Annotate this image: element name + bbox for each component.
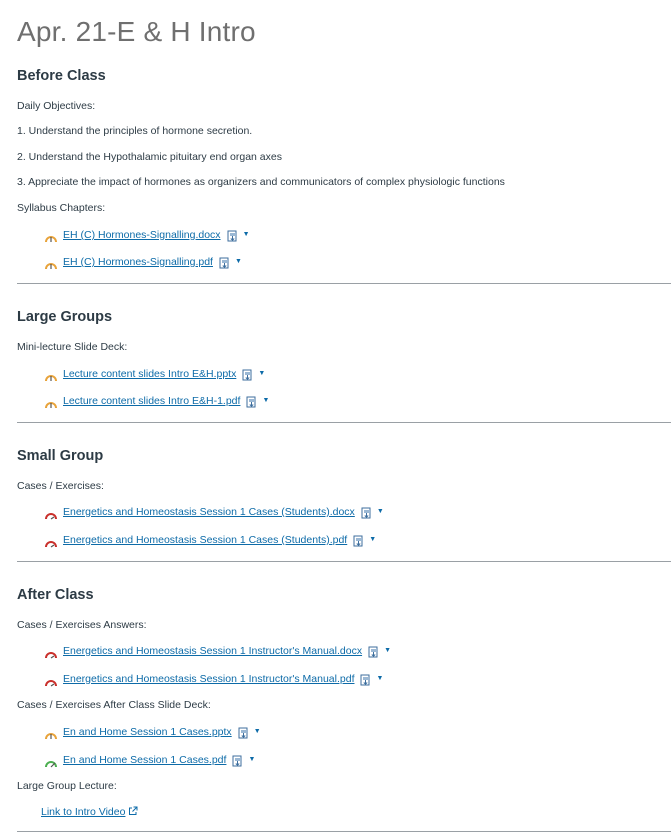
document-download-icon[interactable] — [368, 645, 379, 657]
accessibility-gauge-icon[interactable] — [44, 507, 58, 517]
caret-down-icon[interactable]: ▼ — [376, 508, 384, 515]
slides-label: Cases / Exercises After Class Slide Deck: — [17, 699, 211, 711]
file-link[interactable]: EH (C) Hormones-Signalling.pdf — [63, 256, 213, 268]
section-heading-before-class: Before Class — [17, 68, 106, 84]
file-link[interactable]: Lecture content slides Intro E&H.pptx — [63, 368, 237, 380]
file-link[interactable]: Lecture content slides Intro E&H-1.pdf — [63, 395, 241, 407]
caret-down-icon[interactable]: ▼ — [258, 370, 266, 377]
caret-down-icon[interactable]: ▼ — [369, 536, 377, 543]
caret-down-icon[interactable]: ▼ — [253, 728, 261, 735]
objective-item: 3. Appreciate the impact of hormones as organizers and communicators of complex physiologic functions — [17, 176, 505, 188]
accessibility-gauge-icon[interactable] — [44, 535, 58, 545]
caret-down-icon[interactable]: ▼ — [262, 397, 270, 404]
file-link[interactable]: En and Home Session 1 Cases.pptx — [63, 726, 232, 738]
file-item — [44, 671, 384, 687]
file-item — [44, 532, 377, 548]
file-item — [44, 643, 392, 659]
accessibility-gauge-icon[interactable] — [44, 755, 58, 765]
caret-down-icon[interactable]: ▼ — [242, 231, 250, 238]
document-download-icon[interactable] — [360, 673, 371, 685]
objective-item: 2. Understand the Hypothalamic pituitary end organ axes — [17, 151, 282, 163]
section-divider — [17, 831, 671, 832]
file-item — [44, 752, 256, 768]
caret-down-icon[interactable]: ▼ — [376, 675, 384, 682]
document-download-icon[interactable] — [238, 726, 249, 738]
document-download-icon[interactable] — [361, 506, 372, 518]
cases-label: Cases / Exercises: — [17, 480, 104, 492]
document-download-icon[interactable] — [232, 754, 243, 766]
accessibility-gauge-icon[interactable] — [44, 257, 58, 267]
section-divider — [17, 422, 671, 423]
document-download-icon[interactable] — [227, 229, 238, 241]
document-download-icon[interactable] — [242, 368, 253, 380]
file-item — [44, 227, 251, 243]
caret-down-icon[interactable]: ▼ — [234, 258, 242, 265]
caret-down-icon[interactable]: ▼ — [248, 756, 256, 763]
accessibility-gauge-icon[interactable] — [44, 727, 58, 737]
accessibility-gauge-icon[interactable] — [44, 396, 58, 406]
document-download-icon[interactable] — [353, 534, 364, 546]
lecture-label: Large Group Lecture: — [17, 780, 117, 792]
accessibility-gauge-icon[interactable] — [44, 674, 58, 684]
accessibility-gauge-icon[interactable] — [44, 369, 58, 379]
objectives-label: Daily Objectives: — [17, 100, 96, 112]
file-link[interactable]: Energetics and Homeostasis Session 1 Cases (Students).pdf — [63, 534, 348, 546]
file-item — [44, 366, 266, 382]
section-divider — [17, 283, 671, 284]
document-download-icon[interactable] — [246, 395, 257, 407]
file-item — [44, 724, 262, 740]
intro-video-link[interactable] — [41, 806, 138, 818]
file-item — [44, 504, 385, 520]
file-item — [44, 393, 270, 409]
answers-label: Cases / Exercises Answers: — [17, 619, 147, 631]
file-link[interactable]: En and Home Session 1 Cases.pdf — [63, 754, 227, 766]
section-heading-small-group: Small Group — [17, 448, 104, 464]
page-title: Apr. 21-E & H Intro — [17, 16, 256, 47]
section-divider — [17, 561, 671, 562]
syllabus-label: Syllabus Chapters: — [17, 202, 106, 214]
file-link[interactable]: Energetics and Homeostasis Session 1 Instructor's Manual.pdf — [63, 673, 355, 685]
file-link[interactable]: Energetics and Homeostasis Session 1 Cases (Students).docx — [63, 506, 355, 518]
file-link[interactable]: EH (C) Hormones-Signalling.docx — [63, 229, 221, 241]
file-item — [44, 254, 243, 270]
accessibility-gauge-icon[interactable] — [44, 230, 58, 240]
objective-item: 1. Understand the principles of hormone secretion. — [17, 125, 253, 137]
file-link[interactable]: Energetics and Homeostasis Session 1 Instructor's Manual.docx — [63, 645, 363, 657]
document-download-icon[interactable] — [219, 256, 230, 268]
section-heading-large-groups: Large Groups — [17, 309, 113, 325]
external-link-icon — [128, 806, 138, 816]
slide-deck-label: Mini-lecture Slide Deck: — [17, 341, 128, 353]
intro-video-link-text[interactable]: Link to Intro Video — [41, 806, 126, 818]
section-heading-after-class: After Class — [17, 587, 94, 603]
caret-down-icon[interactable]: ▼ — [384, 647, 392, 654]
accessibility-gauge-icon[interactable] — [44, 646, 58, 656]
